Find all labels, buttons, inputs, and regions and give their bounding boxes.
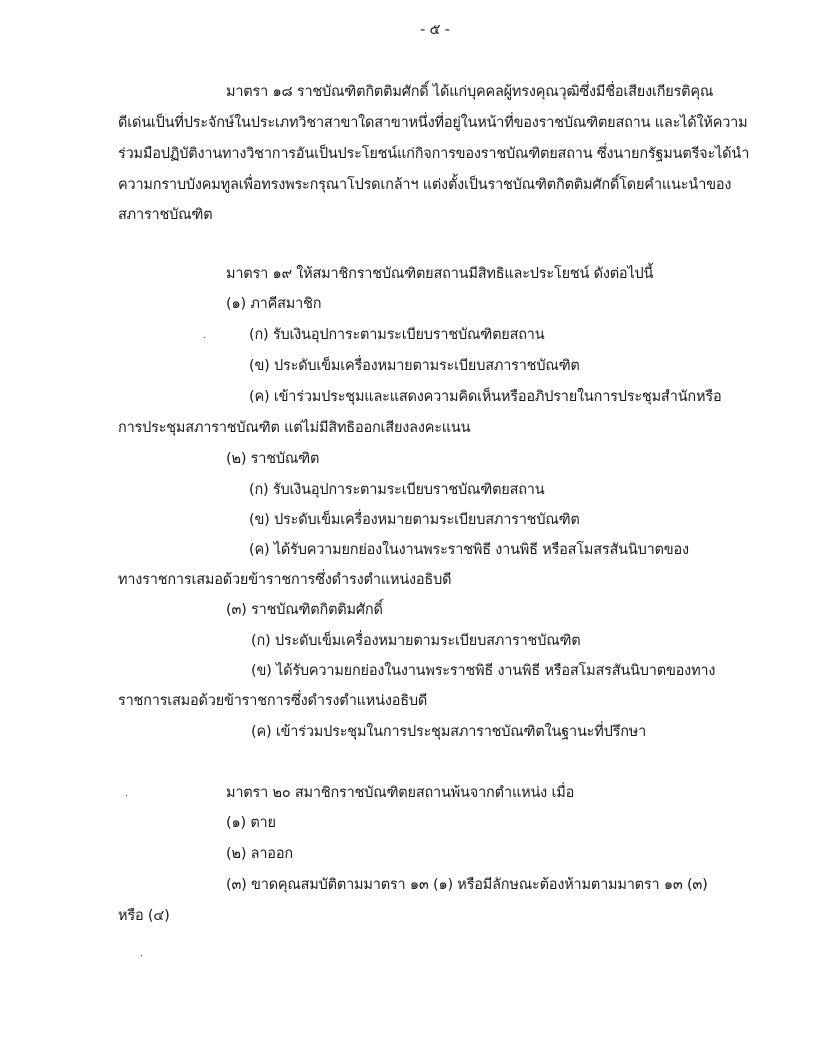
section-19-sub-3-b-line-1: (ข) ได้รับความยกย่องในงานพระราชพิธี งานพิธี หรือสโมสรสันนิบาตของทาง xyxy=(251,663,716,679)
section-19-sub-2-b: (ข) ประดับเข็มเครื่องหมายตามระเบียบสภาราชบัณฑิต xyxy=(249,512,580,528)
section-19-sub-2-c-line-1: (ค) ได้รับความยกย่องในงานพระราชพิธี งานพิธี หรือสโมสรสันนิบาตของ xyxy=(249,542,689,558)
section-19-sub-1-c-line-2: การประชุมสภาราชบัณฑิต แต่ไม่มีสิทธิออกเสียงลงคะแนน xyxy=(118,420,471,436)
section-19-heading: มาตรา ๑๙ ให้สมาชิกราชบัณฑิตยสถานมีสิทธิและประโยชน์ ดังต่อไปนี้ xyxy=(226,266,654,282)
section-19-sub-1-title: (๑) ภาคีสมาชิก xyxy=(226,296,322,312)
scan-speck: . xyxy=(140,948,144,959)
section-18-line-3: ร่วมมือปฏิบัติงานทางวิชาการอันเป็นประโยชน์แก่กิจการของราชบัณฑิตยสถาน ซึ่งนายกรัฐมนตรีจะได้นำ xyxy=(118,146,750,162)
section-19-sub-2-c-line-2: ทางราชการเสมอด้วยข้าราชการซึ่งดำรงตำแหน่งอธิบดี xyxy=(118,572,452,588)
scan-speck: . xyxy=(203,330,207,341)
section-19-sub-3-title: (๓) ราชบัณฑิตกิตติมศักดิ์ xyxy=(226,602,383,618)
section-19-sub-3-a: (ก) ประดับเข็มเครื่องหมายตามระเบียบสภาราชบัณฑิต xyxy=(251,633,581,649)
section-19-sub-2-a: (ก) รับเงินอุปการะตามระเบียบราชบัณฑิตยสถาน xyxy=(249,482,545,498)
section-19-sub-1-b: (ข) ประดับเข็มเครื่องหมายตามระเบียบสภาราชบัณฑิต xyxy=(249,358,580,374)
section-19-sub-2-title: (๒) ราชบัณฑิต xyxy=(226,451,320,467)
section-20-item-3-line-2: หรือ (๔) xyxy=(118,908,170,924)
page-number: - ๕ - xyxy=(420,22,450,38)
section-19-sub-3-b-line-2: ราชการเสมอด้วยข้าราชการซึ่งดำรงตำแหน่งอธิบดี xyxy=(118,693,428,709)
section-20-heading: มาตรา ๒๐ สมาชิกราชบัณฑิตยสถานพ้นจากตำแหน่ง เมื่อ xyxy=(226,785,575,801)
scan-speck: . xyxy=(125,788,129,799)
section-18-line-4: ความกราบบังคมทูลเพื่อทรงพระกรุณาโปรดเกล้าฯ แต่งตั้งเป็นราชบัณฑิตกิตติมศักดิ์โดยคำแนะนำของ xyxy=(118,177,732,193)
section-19-sub-1-a: (ก) รับเงินอุปการะตามระเบียบราชบัณฑิตยสถาน xyxy=(249,327,545,343)
section-18-line-5: สภาราชบัณฑิต xyxy=(118,207,213,223)
section-20-item-1: (๑) ตาย xyxy=(226,815,276,831)
section-18-line-1: มาตรา ๑๘ ราชบัณฑิตกิตติมศักดิ์ ได้แก่บุคคลผู้ทรงคุณวุฒิซึ่งมีชื่อเสียงเกียรติคุณ xyxy=(226,84,714,100)
section-19-sub-3-c: (ค) เข้าร่วมประชุมในการประชุมสภาราชบัณฑิตในฐานะที่ปรึกษา xyxy=(251,724,647,740)
section-18-line-2: ดีเด่นเป็นที่ประจักษ์ในประเภทวิชาสาขาใดสาขาหนึ่งที่อยู่ในหน้าที่ของราชบัณฑิตยสถาน และได้ให้ความ xyxy=(118,115,748,131)
section-20-item-3-line-1: (๓) ขาดคุณสมบัติตามมาตรา ๑๓ (๑) หรือมีลักษณะต้องห้ามตามมาตรา ๑๓ (๓) xyxy=(226,877,708,893)
section-19-sub-1-c-line-1: (ค) เข้าร่วมประชุมและแสดงความคิดเห็นหรืออภิปรายในการประชุมสำนักหรือ xyxy=(249,389,722,405)
section-20-item-2: (๒) ลาออก xyxy=(226,846,293,862)
